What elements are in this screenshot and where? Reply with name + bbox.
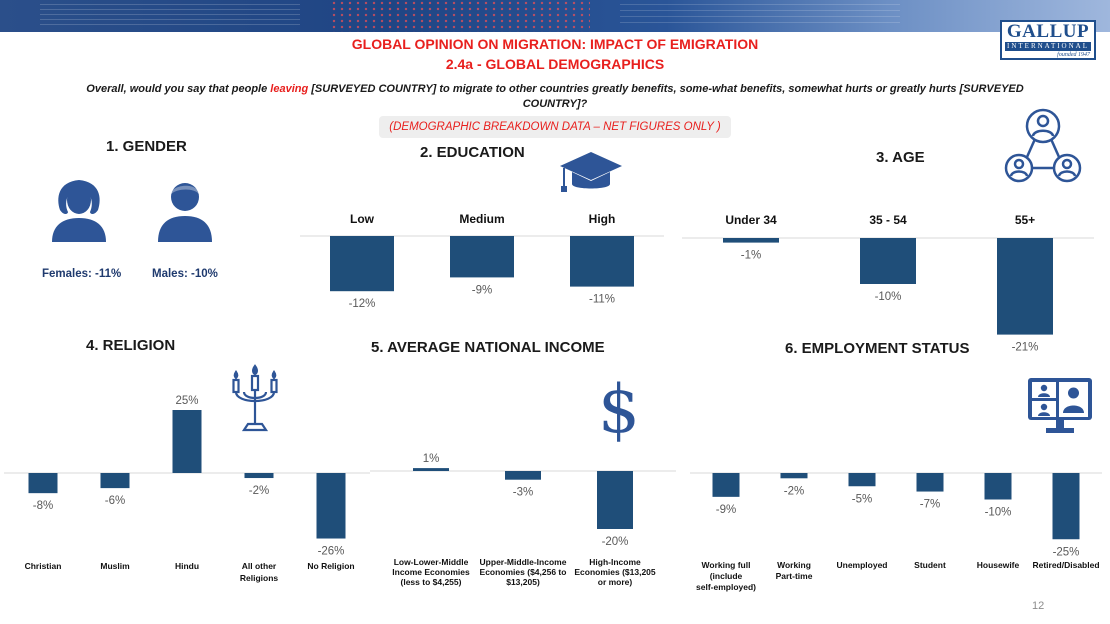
- question-post: [SURVEYED COUNTRY] to migrate to other countries greatly benefits, some-what benefits, somewhat hurts or greatly hurts [SURVEYED COUNTRY]?: [308, 83, 1024, 110]
- age-bar: [723, 238, 779, 243]
- religion-value-label: -8%: [32, 500, 54, 513]
- religion-category-label: Hindu: [174, 561, 200, 571]
- employment-bar: [781, 473, 808, 478]
- education-title: 2. EDUCATION: [420, 144, 525, 161]
- religion-bar: [245, 473, 274, 478]
- demographic-note: (DEMOGRAPHIC BREAKDOWN DATA – NET FIGURES ONLY ): [379, 116, 731, 138]
- employment-category-label: Unemployed: [836, 560, 888, 570]
- age-value-label: -21%: [1011, 341, 1039, 354]
- education-bar: [570, 236, 634, 287]
- age-chart: [682, 206, 1094, 354]
- employment-value-label: -5%: [851, 493, 873, 506]
- employment-chart: [690, 472, 1102, 600]
- employment-category-label: Retired/Disabled: [1032, 560, 1100, 570]
- religion-title: 4. RELIGION: [86, 337, 176, 354]
- age-category-label: 55+: [1014, 213, 1036, 227]
- employment-category-label: Working Part-time: [775, 560, 813, 581]
- employment-value-label: -10%: [984, 506, 1012, 519]
- income-bar: [505, 471, 541, 480]
- income-value-label: -20%: [601, 536, 629, 548]
- religion-bar: [173, 410, 202, 473]
- dollar-icon: $: [598, 371, 640, 448]
- question-pre: Overall, would you say that people: [86, 83, 271, 95]
- banner-texture-right: [620, 4, 900, 28]
- video-conference-icon: [1026, 376, 1094, 436]
- religion-bar: [317, 473, 346, 539]
- page-number: 12: [1032, 600, 1045, 612]
- employment-category-label: Housewife: [976, 560, 1020, 570]
- education-category-label: Medium: [459, 212, 505, 226]
- group-network-icon: [1003, 106, 1083, 186]
- religion-bar: [101, 473, 130, 488]
- females-value: Females: -11%: [42, 268, 122, 280]
- religion-bar: [29, 473, 58, 493]
- employment-title: 6. EMPLOYMENT STATUS: [785, 340, 970, 357]
- education-category-label: Low: [350, 212, 374, 226]
- logo-text: GALLUP: [1006, 21, 1090, 42]
- banner-texture-left: [40, 4, 300, 28]
- age-category-label: Under 34: [725, 213, 777, 227]
- employment-category-label: Student: [914, 560, 946, 570]
- employment-value-label: -9%: [715, 503, 737, 516]
- education-bar: [450, 236, 514, 277]
- income-value-label: -3%: [512, 486, 534, 499]
- employment-bar: [917, 473, 944, 492]
- graduation-cap-icon: [558, 150, 624, 196]
- question-highlight: leaving: [270, 83, 309, 95]
- employment-value-label: -25%: [1052, 546, 1080, 559]
- employment-value-label: -7%: [919, 498, 941, 511]
- religion-value-label: 25%: [175, 395, 199, 407]
- religion-value-label: -6%: [104, 495, 126, 508]
- page-subtitle: 2.4a - GLOBAL DEMOGRAPHICS: [445, 56, 665, 72]
- banner-dots: [330, 0, 590, 32]
- survey-question: [70, 82, 1040, 112]
- income-bar: [413, 468, 449, 471]
- employment-bar: [849, 473, 876, 486]
- gender-title: 1. GENDER: [106, 138, 187, 155]
- religion-value-label: -2%: [248, 485, 270, 498]
- income-category-label: High-Income Economies ($13,205 or more): [574, 557, 656, 587]
- logo-founded: founded 1947: [1057, 52, 1090, 58]
- page-title: GLOBAL OPINION ON MIGRATION: IMPACT OF EMIGRATION: [351, 36, 759, 52]
- employment-bar: [713, 473, 740, 497]
- education-chart: [300, 206, 664, 326]
- religion-value-label: -26%: [317, 545, 345, 558]
- male-person-icon: [156, 180, 214, 244]
- education-bar: [330, 236, 394, 291]
- income-value-label: 1%: [422, 453, 440, 466]
- employment-bar: [1053, 473, 1080, 539]
- income-title: 5. AVERAGE NATIONAL INCOME: [371, 339, 605, 356]
- employment-value-label: -2%: [783, 485, 805, 498]
- religion-category-label: No Religion: [307, 561, 355, 571]
- age-category-label: 35 - 54: [869, 213, 907, 227]
- education-category-label: High: [588, 212, 616, 226]
- logo-subtext: INTERNATIONAL: [1007, 42, 1089, 50]
- religion-chart: [4, 386, 370, 596]
- age-title: 3. AGE: [876, 149, 925, 166]
- males-value: Males: -10%: [152, 268, 218, 280]
- education-value-label: -9%: [471, 284, 493, 297]
- age-value-label: -1%: [740, 249, 762, 262]
- income-category-label: Upper-Middle-Income Economies ($4,256 to $13,205): [479, 557, 567, 587]
- age-bar: [860, 238, 916, 284]
- age-value-label: -10%: [874, 291, 902, 303]
- religion-category-label: Muslim: [100, 561, 130, 571]
- female-person-icon: [50, 176, 108, 244]
- age-bar: [997, 238, 1053, 335]
- income-category-label: Low-Lower-Middle Income Economies (less to $4,255): [392, 557, 470, 587]
- income-bar: [597, 471, 633, 529]
- header-banner: [0, 0, 1110, 32]
- religion-category-label: Christian: [24, 561, 62, 571]
- religion-category-label: All other Religions: [239, 561, 279, 583]
- education-value-label: -12%: [348, 298, 376, 311]
- income-chart: [370, 446, 676, 596]
- employment-bar: [985, 473, 1012, 500]
- employment-category-label: Working full (include self-employed): [696, 560, 756, 592]
- education-value-label: -11%: [589, 293, 615, 306]
